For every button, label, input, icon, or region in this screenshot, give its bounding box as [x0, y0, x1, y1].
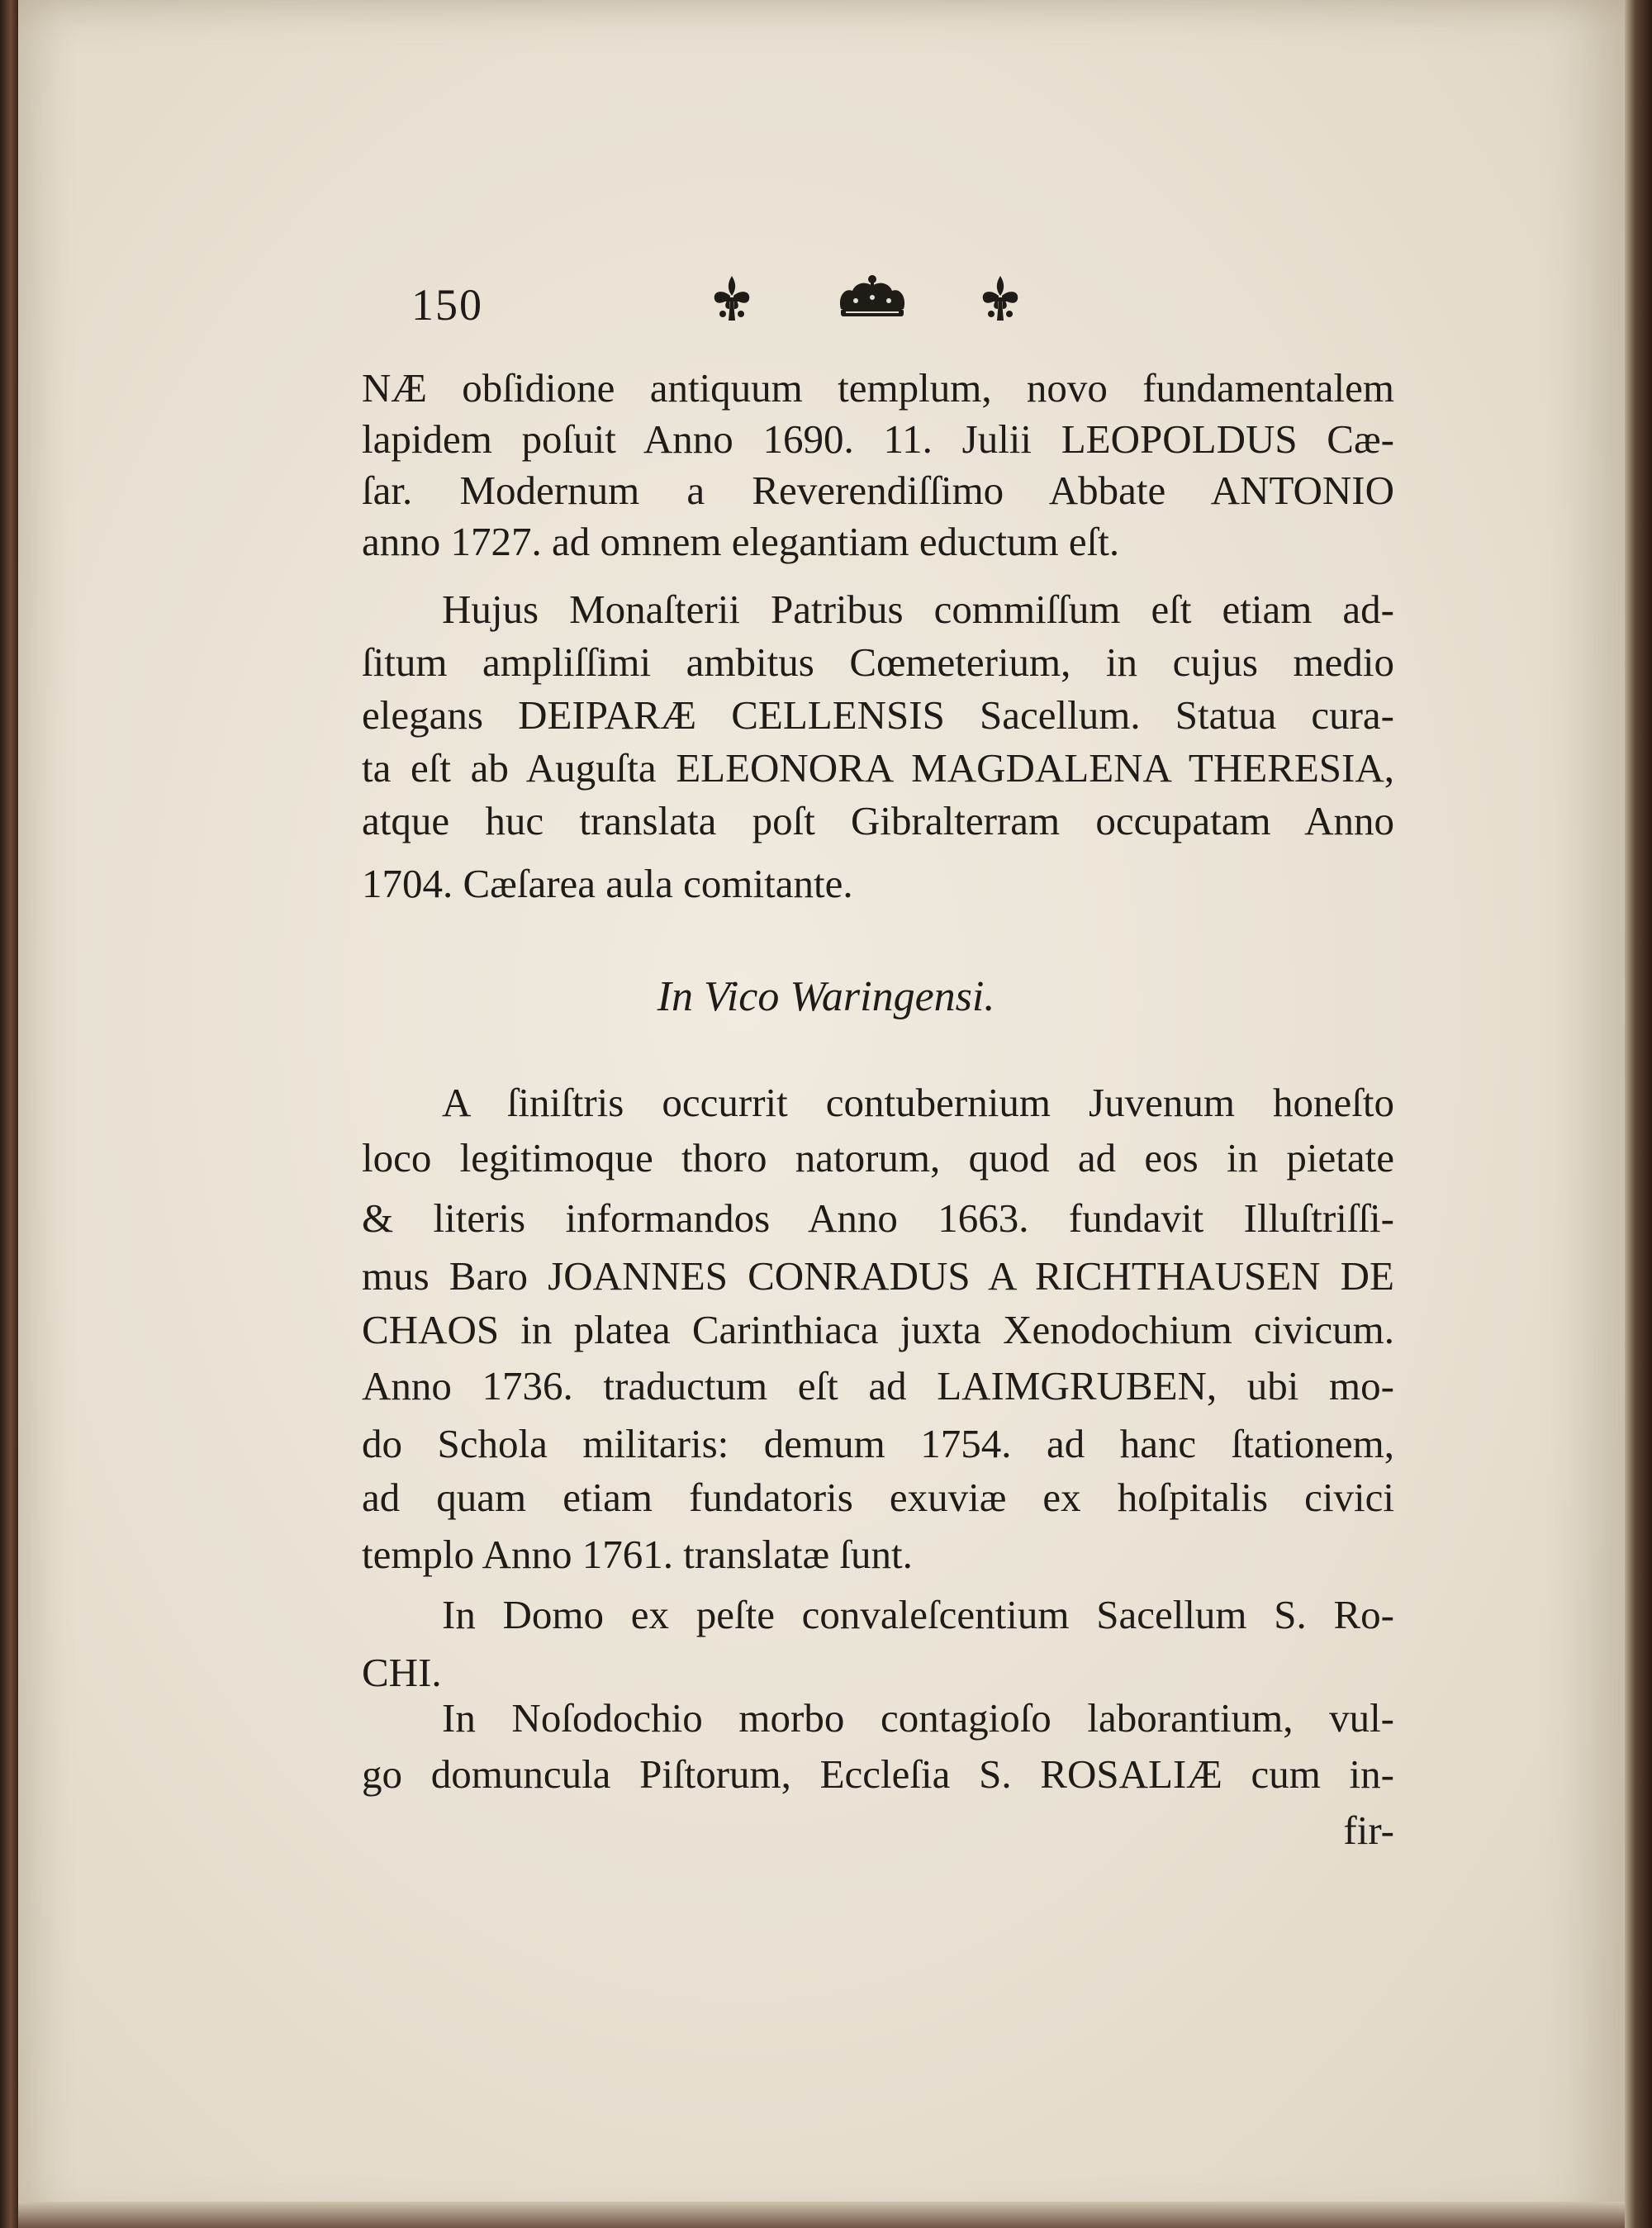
catchword: fir- [1343, 1808, 1394, 1853]
text-line: templo Anno 1761. translatæ ſunt. [362, 1532, 913, 1577]
fleur-de-lis-ornament [706, 273, 757, 324]
text-line: go domuncula Piſtorum, Eccleſia S. ROSALIÆ cum in- [362, 1751, 1394, 1797]
text-line: elegans DEIPARÆ CELLENSIS Sacellum. Statua cura- [362, 692, 1394, 738]
text-line: atque huc translata poſt Gibralterram occupatam Anno [362, 798, 1394, 843]
text-line: ad quam etiam fundatoris exuviæ ex hoſpitalis civici [362, 1475, 1394, 1520]
book-cover-edge-left [0, 0, 18, 2228]
book-cover-edge-bottom [18, 2202, 1625, 2228]
text-line: do Schola militaris: demum 1754. ad hanc ſtationem, [362, 1421, 1394, 1466]
text-line: & literis informandos Anno 1663. fundavit Illuſtriſſi- [362, 1195, 1394, 1241]
page-number: 150 [411, 280, 483, 330]
text-line: Hujus Monaſterii Patribus commiſſum eſt etiam ad- [442, 587, 1394, 632]
text-line: Anno 1736. traductum eſt ad LAIMGRUBEN, ubi mo- [362, 1363, 1394, 1409]
text-line: In Domo ex peſte convaleſcentium Sacellum S. Ro- [442, 1592, 1394, 1637]
text-line: In Noſodochio morbo contagioſo laborantium, vul- [442, 1695, 1394, 1741]
text-line: mus Baro JOANNES CONRADUS A RICHTHAUSEN DE [362, 1253, 1394, 1299]
section-heading: In Vico Waringensi. [657, 973, 995, 1020]
text-line: NÆ obſidione antiquum templum, novo fundamentalem [362, 365, 1394, 411]
text-line: anno 1727. ad omnem elegantiam eductum eſt. [362, 519, 1120, 564]
text-line: ſar. Modernum a Reverendiſſimo Abbate ANTONIO [362, 468, 1394, 513]
crown-ornament [834, 273, 910, 324]
text-line: CHI. [362, 1650, 442, 1695]
text-line: 1704. Cæſarea aula comitante. [362, 861, 853, 906]
text-line: loco legitimoque thoro natorum, quod ad eos in pietate [362, 1135, 1394, 1181]
text-line: lapidem poſuit Anno 1690. 11. Julii LEOPOLDUS Cæ- [362, 416, 1394, 462]
fleur-de-lis-ornament [975, 273, 1026, 324]
text-line: ſitum ampliſſimi ambitus Cœmeterium, in cujus medio [362, 639, 1394, 685]
book-cover-edge-right [1625, 0, 1652, 2228]
text-line: A ſiniſtris occurrit contubernium Juvenum honeſto [442, 1080, 1394, 1125]
text-line: CHAOS in platea Carinthiaca juxta Xenodochium civicum. [362, 1307, 1394, 1352]
text-line: ta eſt ab Auguſta ELEONORA MAGDALENA THERESIA, [362, 745, 1394, 791]
